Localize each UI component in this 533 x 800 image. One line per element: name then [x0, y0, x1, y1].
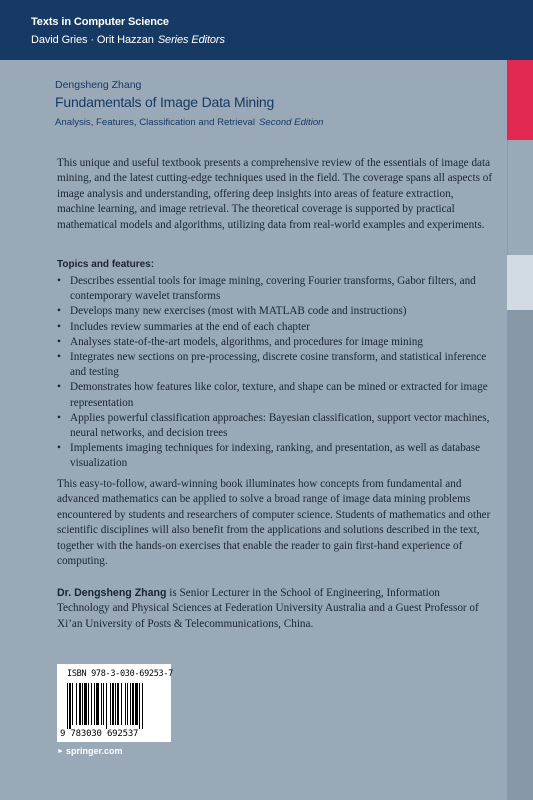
list-item: [57, 304, 493, 319]
topic-text: Implements imaging techniques for indexing, ranking, and presentation, as well as database visualization: [70, 442, 481, 470]
arrow-icon: ►: [57, 748, 64, 755]
bullet-icon: •: [57, 351, 61, 364]
publisher-link[interactable]: [57, 746, 122, 756]
topic-text: Includes review summaries at the end of each chapter: [70, 320, 310, 333]
list-item: [57, 274, 493, 304]
barcode-digits: 9 783030 692537: [60, 729, 139, 739]
bio-text: is Senior Lecturer in the School of Engineering, Information Technology and Physical Sciences at Federation University Australia and a Guest Professor of Xi’an University of Posts & Telecommunications, China.: [57, 587, 479, 630]
edition-label: Second Edition: [258, 117, 324, 128]
list-item: [57, 350, 493, 380]
bullet-icon: •: [57, 411, 61, 424]
series-editors: [31, 34, 225, 46]
barcode-bars: [67, 683, 161, 729]
bullet-icon: •: [57, 320, 61, 333]
series-title: Texts in Computer Science: [31, 16, 169, 28]
list-item: [57, 411, 493, 441]
series-band: [0, 0, 533, 60]
bio-name: Dr. Dengsheng Zhang: [57, 587, 167, 599]
intro-paragraph: This unique and useful textbook presents a comprehensive review of the essentials of image data mining, and the latest cutting-edge techniques used in the field. The coverage spans all aspects of image analysis and understanding, offering deep insights into areas of feature extraction, machine learning, and image retrieval. The theoretical coverage is supported by practical mathematical models and algorithms, utilizing data from real-world examples and experiments.: [57, 157, 493, 231]
bullet-icon: •: [57, 442, 61, 455]
author-name: Dengsheng Zhang: [55, 79, 142, 91]
side-accent-mid: [507, 140, 533, 255]
list-item: [57, 335, 493, 350]
bullet-icon: •: [57, 381, 61, 394]
subtitle-text: Analysis, Features, Classification and Retrieval: [55, 117, 255, 128]
bullet-icon: •: [57, 305, 61, 318]
editors-role: Series Editors: [157, 34, 225, 46]
list-item: [57, 441, 493, 471]
topics-list: [57, 274, 493, 472]
topic-text: Applies powerful classification approaches: Bayesian classification, support vector machines, neural networks, and decision trees: [70, 411, 490, 440]
book-title: Fundamentals of Image Data Mining: [55, 94, 275, 110]
author-bio: [57, 586, 493, 632]
bullet-icon: •: [57, 275, 61, 287]
topic-text: Describes essential tools for image mining, covering Fourier transforms, Gabor filters, and contemporary wavelet transforms: [70, 275, 476, 303]
list-item: [57, 320, 493, 335]
topic-text: Demonstrates how features like color, texture, and shape can be mined or extracted for image representation: [70, 381, 488, 409]
topic-text: Develops many new exercises (most with MATLAB code and instructions): [70, 305, 407, 318]
topic-text: Integrates new sections on pre-processing, discrete cosine transform, and statistical inference and testing: [70, 351, 487, 379]
topic-text: Analyses state-of-the-art models, algorithms, and procedures for image mining: [70, 335, 423, 348]
side-accent-pale: [507, 255, 533, 310]
closing-paragraph: This easy-to-follow, award-winning book illuminates how concepts from fundamental and advanced mathematics can be applied to solve a broad range of image data mining problems encountered by students and researchers of computer science. Students of mathematics and other scientific disciplines will also benefit from the applications and solutions described in the text, together with the hands-on exercises that enable the reader to gain first-hand experience of computing.: [57, 478, 491, 568]
editors-names: David Gries · Orit Hazzan: [31, 34, 154, 46]
topics-heading: Topics and features:: [57, 259, 155, 270]
publisher-url: springer.com: [65, 746, 123, 756]
barcode: [57, 664, 171, 742]
side-accent-red: [507, 60, 533, 140]
isbn-label: ISBN 978-3-030-69253-7: [67, 669, 173, 679]
book-subtitle: [55, 117, 324, 128]
side-accent-blue: [507, 310, 533, 800]
list-item: [57, 380, 493, 410]
bullet-icon: •: [57, 335, 61, 348]
